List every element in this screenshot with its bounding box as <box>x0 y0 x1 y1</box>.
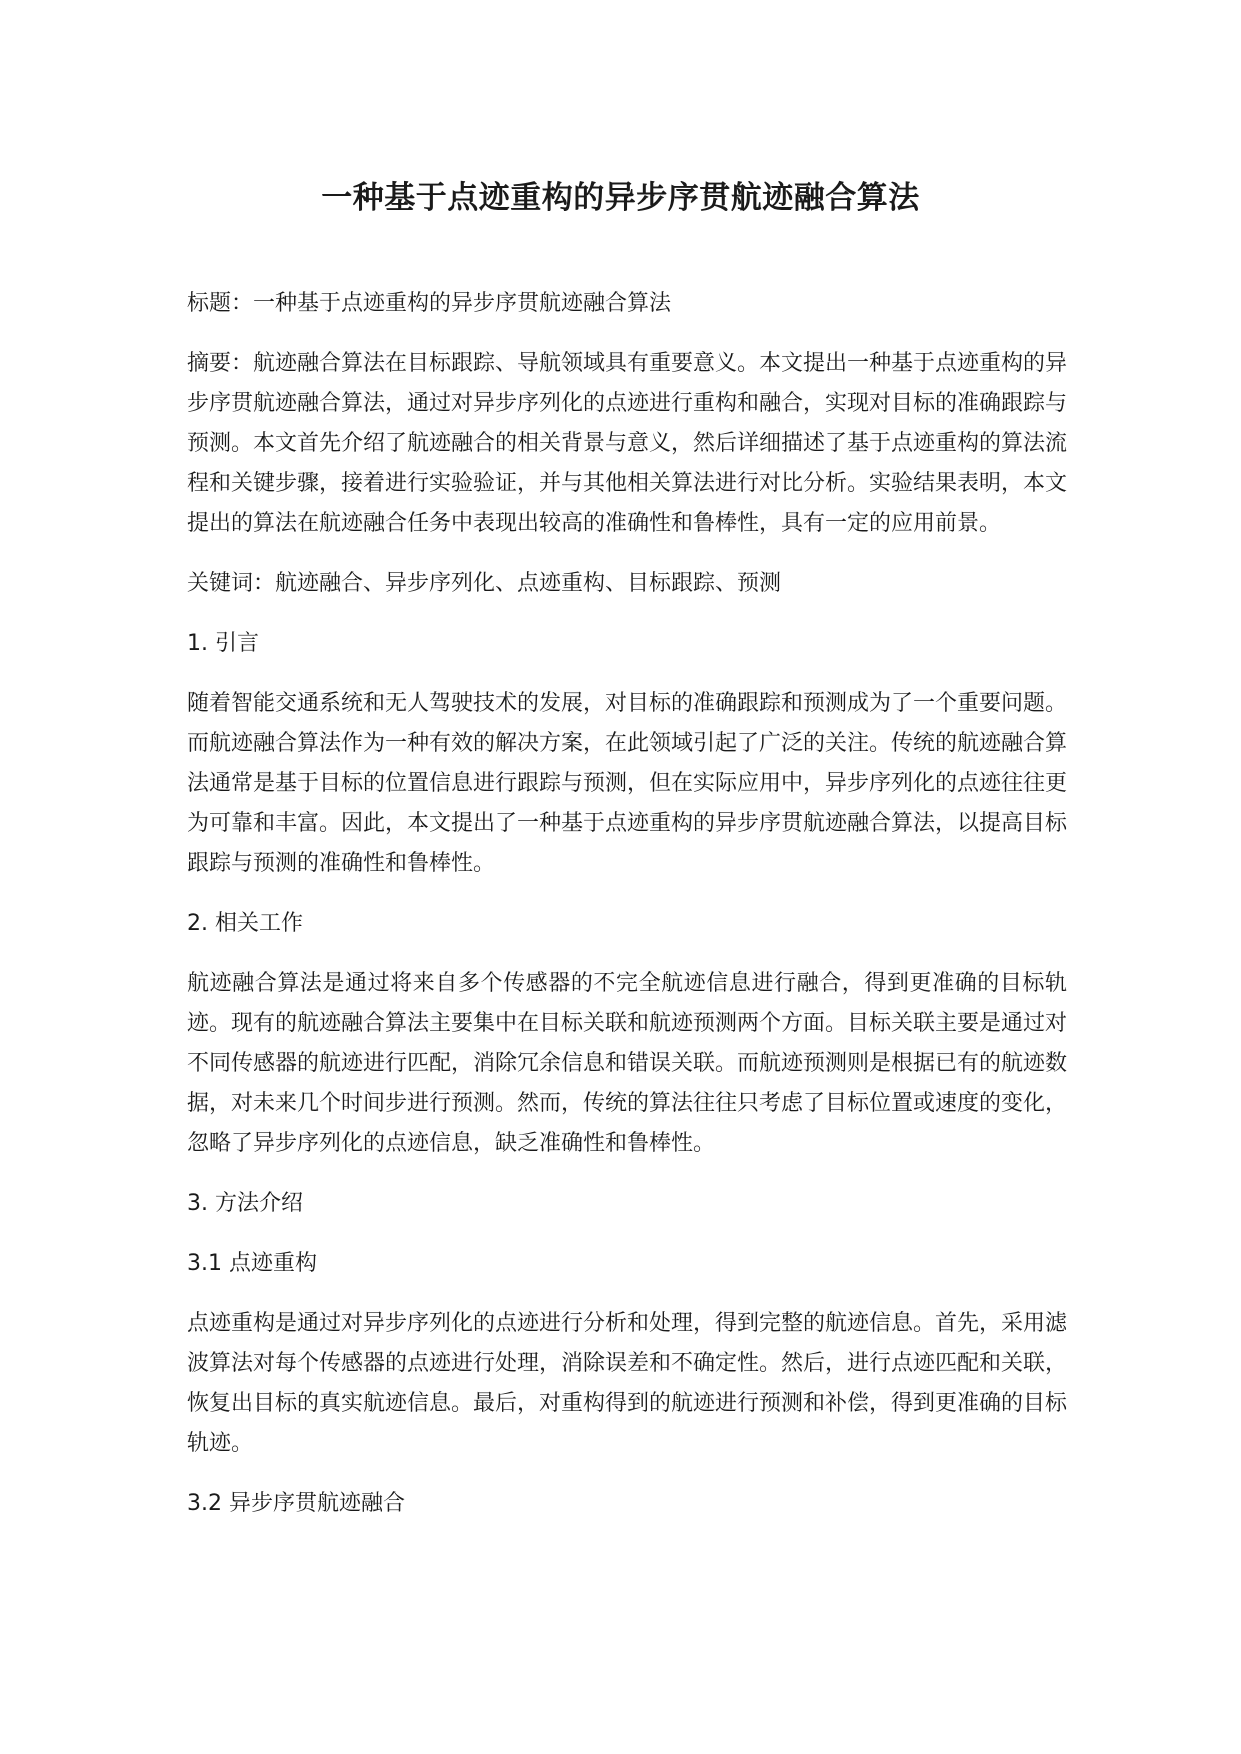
section-3-1-body: 点迹重构是通过对异步序列化的点迹进行分析和处理，得到完整的航迹信息。首先，采用滤波算法对每个传感器的点迹进行处理，消除误差和不确定性。然后，进行点迹匹配和关联，恢复出目标的真实航迹信息。最后，对重构得到的航迹进行预测和补偿，得到更准确的目标轨迹。 <box>187 1311 1068 1456</box>
section-2-heading: 2. 相关工作 <box>187 911 303 936</box>
section-3-heading: 3. 方法介绍 <box>187 1191 303 1216</box>
section-1-heading: 1. 引言 <box>187 631 259 656</box>
document-body <box>187 284 1067 1524</box>
section-3-2-heading: 3.2 异步序贯航迹融合 <box>187 1491 405 1516</box>
document-title: 一种基于点迹重构的异步序贯航迹融合算法 <box>321 180 920 216</box>
section-3-1-heading: 3.1 点迹重构 <box>187 1251 317 1276</box>
section-1-body: 随着智能交通系统和无人驾驶技术的发展，对目标的准确跟踪和预测成为了一个重要问题。而航迹融合算法作为一种有效的解决方案，在此领域引起了广泛的关注。传统的航迹融合算法通常是基于目标的位置信息进行跟踪与预测，但在实际应用中，异步序列化的点迹往往更为可靠和丰富。因此，本文提出了一种基于点迹重构的异步序贯航迹融合算法，以提高目标跟踪与预测的准确性和鲁棒性。 <box>187 691 1068 876</box>
title-line: 标题：一种基于点迹重构的异步序贯航迹融合算法 <box>187 291 672 316</box>
section-2-body: 航迹融合算法是通过将来自多个传感器的不完全航迹信息进行融合，得到更准确的目标轨迹。现有的航迹融合算法主要集中在目标关联和航迹预测两个方面。目标关联主要是通过对不同传感器的航迹进行匹配，消除冗余信息和错误关联。而航迹预测则是根据已有的航迹数据，对未来几个时间步进行预测。然而，传统的算法往往只考虑了目标位置或速度的变化，忽略了异步序列化的点迹信息，缺乏准确性和鲁棒性。 <box>187 971 1068 1156</box>
keywords-line: 关键词：航迹融合、异步序列化、点迹重构、目标跟踪、预测 <box>187 571 782 596</box>
abstract-paragraph: 摘要：航迹融合算法在目标跟踪、导航领域具有重要意义。本文提出一种基于点迹重构的异步序贯航迹融合算法，通过对异步序列化的点迹进行重构和融合，实现对目标的准确跟踪与预测。本文首先介绍了航迹融合的相关背景与意义，然后详细描述了基于点迹重构的算法流程和关键步骤，接着进行实验验证，并与其他相关算法进行对比分析。实验结果表明，本文提出的算法在航迹融合任务中表现出较高的准确性和鲁棒性，具有一定的应用前景。 <box>187 351 1068 536</box>
